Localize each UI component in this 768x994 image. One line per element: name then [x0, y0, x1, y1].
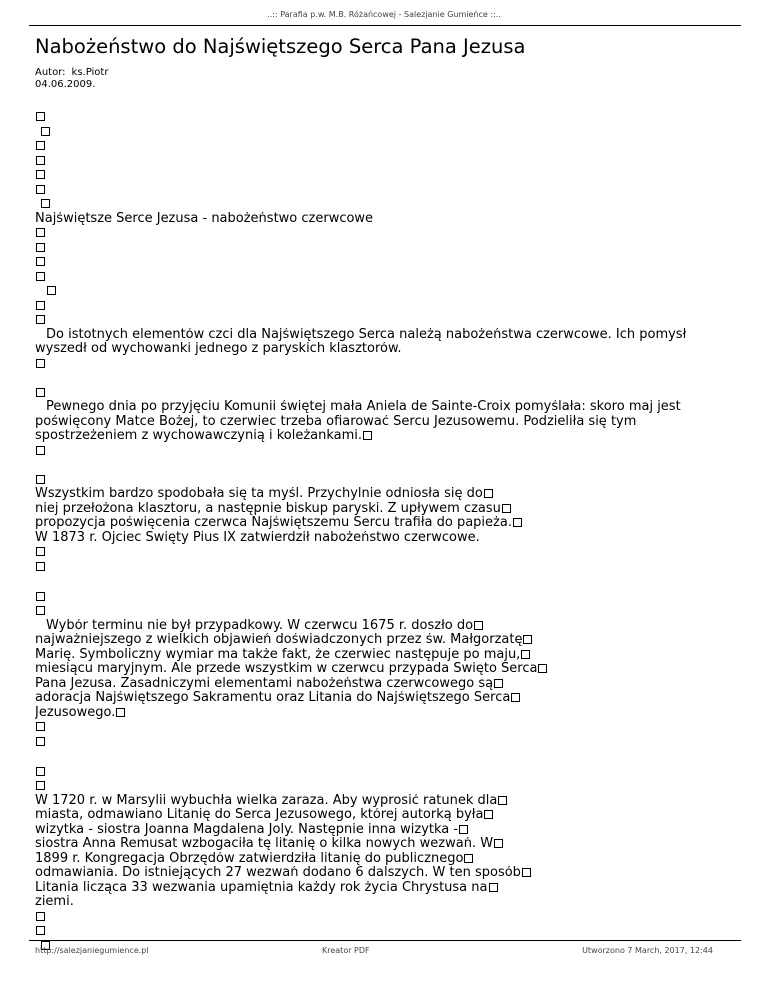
- glyph-line: [35, 299, 735, 314]
- paragraph-line: 1899 r. Kongregacja Obrzędów zatwierdziła litanię do publicznego: [35, 852, 735, 867]
- paragraph-line: poświęcony Matce Bożej, to czerwiec trzeba ofiarować Sercu Jezusowemu. Podzieliła się tym: [35, 414, 637, 429]
- missing-glyph-icon: [41, 199, 50, 208]
- missing-glyph-icon: [523, 635, 532, 644]
- glyph-line: [35, 110, 735, 125]
- missing-glyph-icon: [36, 228, 45, 237]
- missing-glyph-icon: [36, 722, 45, 731]
- missing-glyph-icon: [36, 475, 45, 484]
- glyph-line: [35, 386, 735, 401]
- missing-glyph-icon: [36, 767, 45, 776]
- missing-glyph-icon: [36, 257, 45, 266]
- glyph-line: [35, 720, 735, 735]
- missing-glyph-icon: [36, 141, 45, 150]
- paragraph-line: miesiącu maryjnym. Ale przede wszystkim w czerwcu przypada Święto Serca: [35, 662, 735, 677]
- glyph-line: [35, 226, 735, 241]
- glyph-line: [35, 924, 735, 939]
- glyph-line: [35, 473, 735, 488]
- paragraph-line: Litania licząca 33 wezwania upamiętnia każdy rok życia Chrystusa na: [35, 881, 735, 896]
- glyph-line: [35, 313, 735, 328]
- paragraph-line: Marię. Symboliczny wymiar ma także fakt, że czerwiec następuje po maju,: [35, 648, 735, 663]
- missing-glyph-icon: [36, 592, 45, 601]
- missing-glyph-icon: [363, 431, 372, 440]
- paragraph-line: siostra Anna Remusat wzbogaciła tę litanię o kilka nowych wezwań. W: [35, 837, 735, 852]
- paragraph-line: miasta, odmawiano Litanię do Serca Jezusowego, której autorką była: [35, 808, 735, 823]
- missing-glyph-icon: [522, 868, 531, 877]
- glyph-line: [35, 183, 735, 198]
- paragraph-line: Wybór terminu nie był przypadkowy. W czerwcu 1675 r. doszło do: [35, 619, 735, 634]
- missing-glyph-icon: [36, 606, 45, 615]
- missing-glyph-icon: [36, 388, 45, 397]
- missing-glyph-icon: [41, 127, 50, 136]
- missing-glyph-icon: [36, 243, 45, 252]
- missing-glyph-icon: [489, 883, 498, 892]
- paragraph-line: Wszystkim bardzo spodobała się ta myśl. Przychylnie odniosła się do: [35, 487, 735, 502]
- glyph-line: [35, 241, 735, 256]
- author-name: ks.Piotr: [71, 67, 109, 78]
- glyph-line: [35, 154, 735, 169]
- glyph-line: [35, 284, 735, 299]
- missing-glyph-icon: [36, 301, 45, 310]
- glyph-line: [35, 139, 735, 154]
- footer-url: http://salezjaniegumience.pl: [35, 946, 149, 955]
- glyph-line: [35, 197, 735, 212]
- paragraph-line: adoracja Najświętszego Sakramentu oraz Litania do Najświętszego Serca: [35, 691, 735, 706]
- missing-glyph-icon: [484, 489, 493, 498]
- glyph-line: [35, 357, 735, 372]
- glyph-line: [35, 604, 735, 619]
- missing-glyph-icon: [47, 286, 56, 295]
- paragraph-line: W 1873 r. Ojciec Święty Pius IX zatwierdził nabożeństwo czerwcowe.: [35, 530, 480, 545]
- missing-glyph-icon: [36, 737, 45, 746]
- missing-glyph-icon: [36, 315, 45, 324]
- paragraph-line: propozycja poświęcenia czerwca Najświętszemu Sercu trafiła do papieża.: [35, 516, 735, 531]
- missing-glyph-icon: [36, 185, 45, 194]
- paragraph-line: Pana Jezusa. Zasadniczymi elementami nabożeństwa czerwcowego są: [35, 677, 735, 692]
- glyph-line: [35, 560, 735, 575]
- missing-glyph-icon: [513, 518, 522, 527]
- footer-divider: [29, 940, 741, 941]
- section-subtitle: Najświętsze Serce Jezusa - nabożeństwo czerwcowe: [35, 211, 374, 226]
- missing-glyph-icon: [116, 708, 125, 717]
- missing-glyph-icon: [502, 504, 511, 513]
- missing-glyph-icon: [36, 156, 45, 165]
- paragraph-line: najważniejszego z wielkich objawień doświadczonych przez św. Małgorzatę: [35, 633, 735, 648]
- missing-glyph-icon: [464, 854, 473, 863]
- paragraph-line: niej przełożona klasztoru, a następnie biskup paryski. Z upływem czasu: [35, 502, 735, 517]
- missing-glyph-icon: [498, 796, 507, 805]
- glyph-line: [35, 735, 735, 750]
- missing-glyph-icon: [538, 664, 547, 673]
- missing-glyph-icon: [36, 112, 45, 121]
- paragraph-line: odmawiania. Do istniejących 27 wezwań dodano 6 dalszych. W ten sposób: [35, 866, 735, 881]
- missing-glyph-icon: [36, 926, 45, 935]
- missing-glyph-icon: [36, 170, 45, 179]
- paragraph-line: wyszedł od wychowanki jednego z paryskich klasztorów.: [35, 342, 402, 356]
- missing-glyph-icon: [36, 272, 45, 281]
- glyph-line: [35, 779, 735, 794]
- missing-glyph-icon: [484, 810, 493, 819]
- site-header: ..:: Parafia p.w. M.B. Różańcowej - Salezjanie Gumieńce ::..: [267, 10, 501, 19]
- missing-glyph-icon: [36, 562, 45, 571]
- article-title: Nabożeństwo do Najświętszego Serca Pana Jezusa: [35, 35, 526, 58]
- missing-glyph-icon: [511, 693, 520, 702]
- missing-glyph-icon: [36, 912, 45, 921]
- paragraph-line: Pewnego dnia po przyjęciu Komunii świętej mała Aniela de Sainte-Croix pomyślała: skoro maj jest: [46, 400, 681, 414]
- missing-glyph-icon: [521, 650, 530, 659]
- paragraph-line: Do istotnych elementów czci dla Najświętszego Serca należą nabożeństwa czerwcowe. Ich pomysł: [46, 327, 687, 342]
- footer-generator: Kreator PDF: [322, 946, 370, 955]
- missing-glyph-icon: [36, 446, 45, 455]
- glyph-line: [35, 125, 735, 140]
- article-date: 04.06.2009.: [35, 79, 96, 90]
- author-label: Autor:: [35, 67, 66, 78]
- glyph-line: [35, 168, 735, 183]
- paragraph-line: W 1720 r. w Marsylii wybuchła wielka zaraza. Aby wyprosić ratunek dla: [35, 794, 735, 809]
- paragraph-line: wizytka - siostra Joanna Magdalena Joly. Następnie inna wizytka -: [35, 823, 735, 838]
- article-meta: [35, 67, 108, 91]
- glyph-line: [35, 444, 735, 459]
- header-divider: [29, 25, 741, 26]
- paragraph-line: Jezusowego.: [35, 706, 735, 721]
- author-line: [35, 67, 108, 79]
- paragraph-line: ziemi.: [35, 895, 74, 909]
- glyph-line: [35, 255, 735, 270]
- glyph-line: [35, 910, 735, 925]
- missing-glyph-icon: [36, 547, 45, 556]
- paragraph-line: spostrzeżeniem z wychowawczynią i koleżankami.: [35, 429, 735, 444]
- missing-glyph-icon: [459, 825, 468, 834]
- missing-glyph-icon: [36, 359, 45, 368]
- footer-created: Utworzono 7 March, 2017, 12:44: [582, 946, 713, 955]
- missing-glyph-icon: [36, 781, 45, 790]
- glyph-line: [35, 590, 735, 605]
- missing-glyph-icon: [494, 839, 503, 848]
- glyph-line: [35, 765, 735, 780]
- glyph-line: [35, 545, 735, 560]
- glyph-line: [35, 270, 735, 285]
- missing-glyph-icon: [474, 621, 483, 630]
- missing-glyph-icon: [494, 679, 503, 688]
- article-body: [35, 110, 735, 953]
